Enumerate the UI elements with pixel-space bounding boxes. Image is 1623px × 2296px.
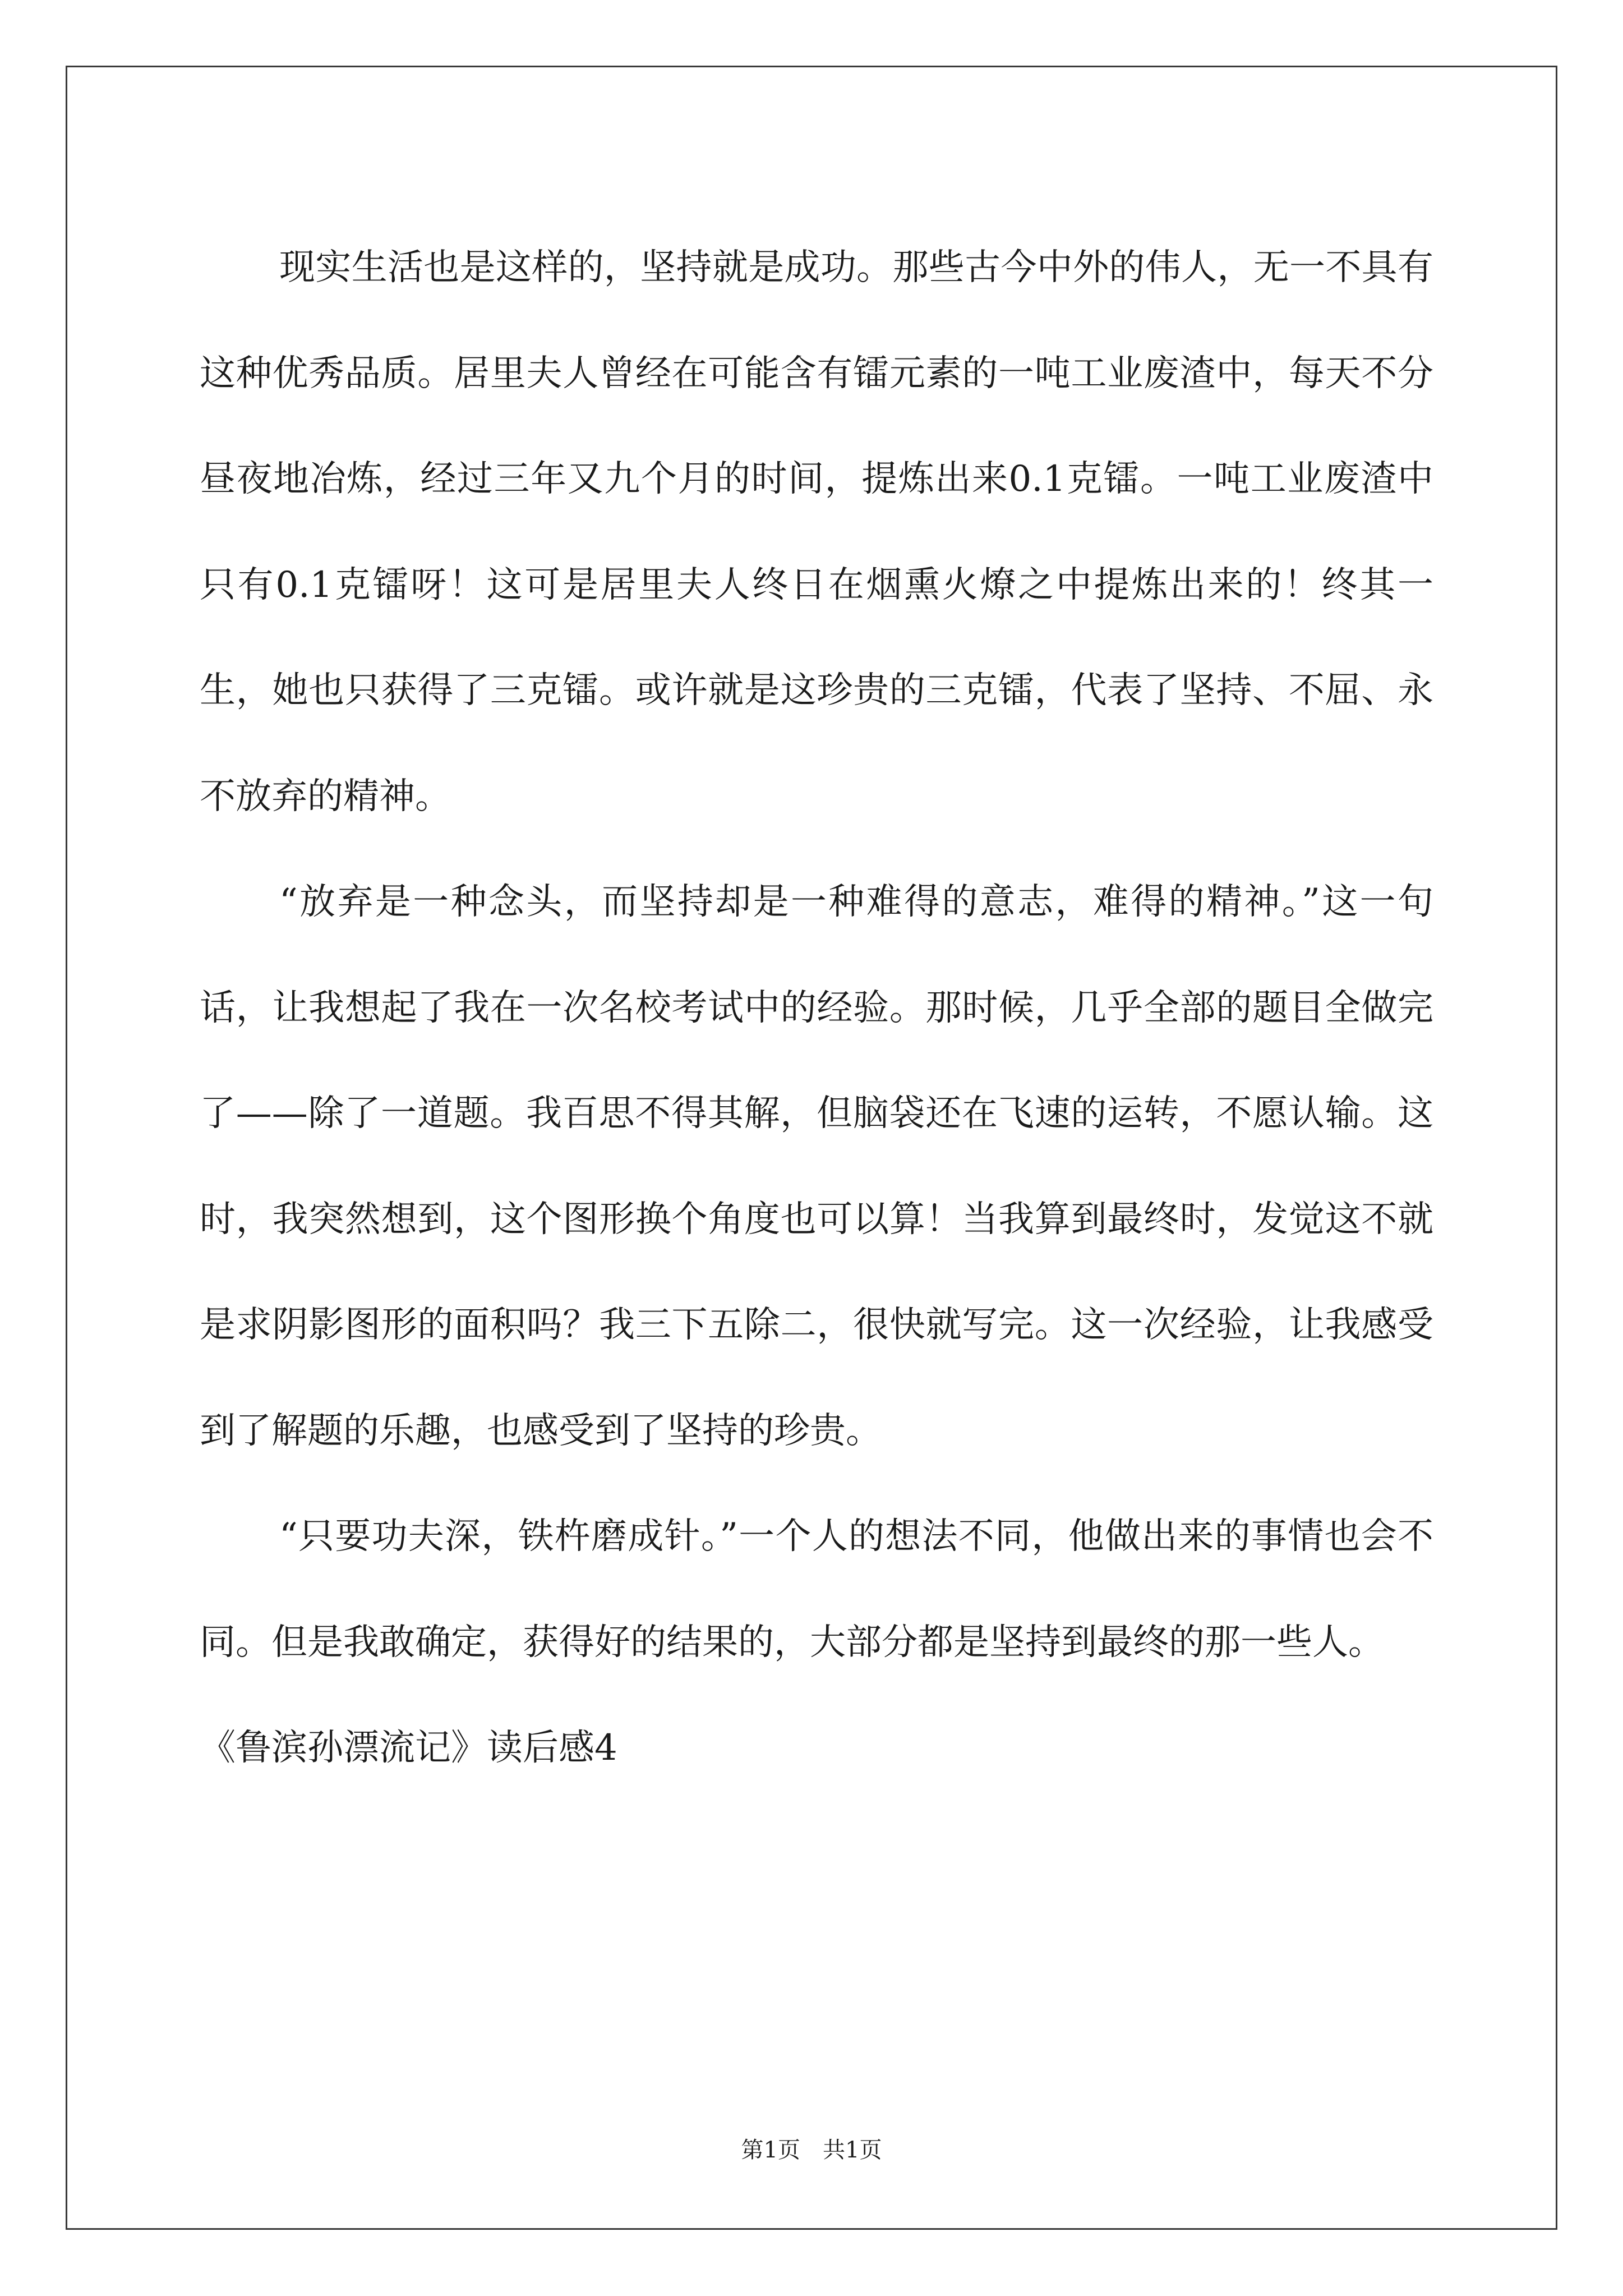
document-body [200,215,1433,1801]
paragraph-3: “只要功夫深，铁杵磨成针。”一个人的想法不同，他做出来的事情也会不同。但是我敢确定，获得好的结果的，大部分都是坚持到最终的那一些人。 [200,1516,1433,1663]
paragraph-2: “放弃是一种念头，而坚持却是一种难得的意志，难得的精神。”这一句话，让我想起了我在一次名校考试中的经验。那时候，几乎全部的题目全做完了——除了一道题。我百思不得其解，但脑袋还在飞速的运转，不愿认输。这时，我突然想到，这个图形换个角度也可以算！当我算到最终时，发觉这不就是求阴影图形的面积吗？我三下五除二，很快就写完。这一次经验，让我感受到了解题的乐趣，也感受到了坚持的珍贵。 [200,881,1433,1452]
paragraph-1: 现实生活也是这样的，坚持就是成功。那些古今中外的伟人，无一不具有这种优秀品质。居里夫人曾经在可能含有镭元素的一吨工业废渣中，每天不分昼夜地冶炼，经过三年又九个月的时间，提炼出来0.1克镭。一吨工业废渣中只有0.1克镭呀！这可是居里夫人终日在烟熏火燎之中提炼出来的！终其一生，她也只获得了三克镭。或许就是这珍贵的三克镭，代表了坚持、不屈、永不放弃的精神。 [200,247,1433,817]
section-title: 《鲁滨孙漂流记》读后感4 [200,1727,617,1769]
page-footer: 第1页 共1页 [741,2137,882,2163]
